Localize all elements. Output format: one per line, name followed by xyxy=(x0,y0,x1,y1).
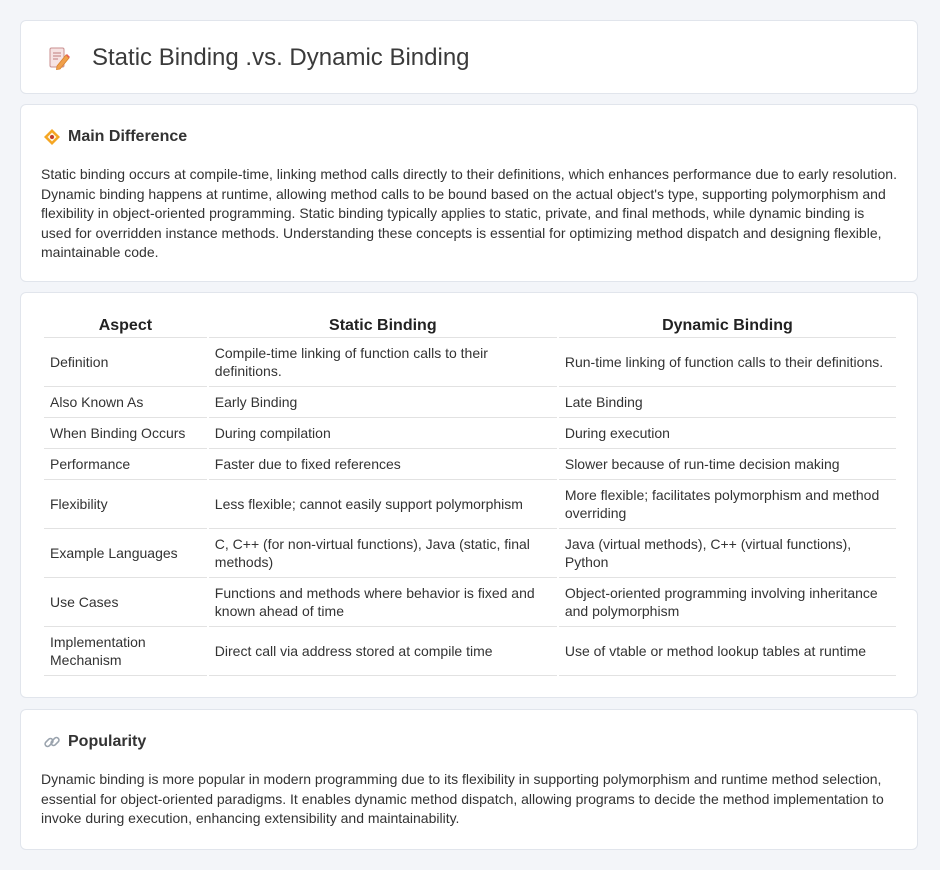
dynamic-cell: During execution xyxy=(559,418,896,449)
table-row xyxy=(44,480,896,529)
document-edit-icon xyxy=(47,46,71,70)
title-card xyxy=(20,20,918,94)
aspect-cell: Flexibility xyxy=(44,480,207,529)
dynamic-cell: Object-oriented programming involving inheritance and polymorphism xyxy=(559,578,896,627)
static-cell: Early Binding xyxy=(209,387,557,418)
header-static-binding: Static Binding xyxy=(209,315,557,338)
dynamic-cell: Use of vtable or method lookup tables at runtime xyxy=(559,627,896,676)
static-cell: Direct call via address stored at compile time xyxy=(209,627,557,676)
main-difference-text: Static binding occurs at compile-time, linking method calls directly to their definitions, which enhances performance due to early resolution. Dynamic binding happens at runtime, allowing method calls to be bound based on the actual object's type, supporting polymorphism and flexibility in object-oriented programming. Static binding typically applies to static, private, and final methods, while dynamic binding is used for overridden instance methods. Understanding these concepts is essential for optimizing method dispatch and designing flexible, maintainable code. xyxy=(41,166,897,260)
table-row xyxy=(44,449,896,480)
header-aspect: Aspect xyxy=(44,315,207,338)
aspect-cell: Use Cases xyxy=(44,578,207,627)
aspect-cell: Example Languages xyxy=(44,529,207,578)
table-row xyxy=(44,627,896,676)
comparison-card xyxy=(20,292,918,698)
table-row xyxy=(44,338,896,387)
main-difference-card xyxy=(20,104,918,282)
table-header-row xyxy=(44,315,896,338)
dynamic-cell: Java (virtual methods), C++ (virtual functions), Python xyxy=(559,529,896,578)
comparison-table xyxy=(42,315,898,676)
main-difference-heading: Main Difference xyxy=(68,128,188,145)
aspect-cell: When Binding Occurs xyxy=(44,418,207,449)
static-cell: Functions and methods where behavior is fixed and known ahead of time xyxy=(209,578,557,627)
link-icon xyxy=(43,733,61,751)
page-title: Static Binding .vs. Dynamic Binding xyxy=(92,44,470,71)
popularity-text: Dynamic binding is more popular in modern programming due to its flexibility in supporting polymorphism and runtime method selection, essential for object-oriented paradigms. It enables dynamic method dispatch, allowing programs to decide the method implementation to invoke during execution, enhancing extensibility and maintainability. xyxy=(41,771,884,826)
table-row xyxy=(44,387,896,418)
header-dynamic-binding: Dynamic Binding xyxy=(559,315,896,338)
table-row xyxy=(44,418,896,449)
dynamic-cell: Slower because of run-time decision making xyxy=(559,449,896,480)
table-row xyxy=(44,529,896,578)
popularity-card xyxy=(20,709,918,850)
dynamic-cell: Run-time linking of function calls to their definitions. xyxy=(559,338,896,387)
diamond-icon xyxy=(43,128,61,146)
dynamic-cell: Late Binding xyxy=(559,387,896,418)
aspect-cell: Also Known As xyxy=(44,387,207,418)
popularity-heading: Popularity xyxy=(68,733,147,750)
table-row xyxy=(44,578,896,627)
dynamic-cell: More flexible; facilitates polymorphism and method overriding xyxy=(559,480,896,529)
aspect-cell: Implementation Mechanism xyxy=(44,627,207,676)
static-cell: During compilation xyxy=(209,418,557,449)
aspect-cell: Performance xyxy=(44,449,207,480)
static-cell: Compile-time linking of function calls to their definitions. xyxy=(209,338,557,387)
aspect-cell: Definition xyxy=(44,338,207,387)
static-cell: C, C++ (for non-virtual functions), Java (static, final methods) xyxy=(209,529,557,578)
static-cell: Faster due to fixed references xyxy=(209,449,557,480)
static-cell: Less flexible; cannot easily support polymorphism xyxy=(209,480,557,529)
